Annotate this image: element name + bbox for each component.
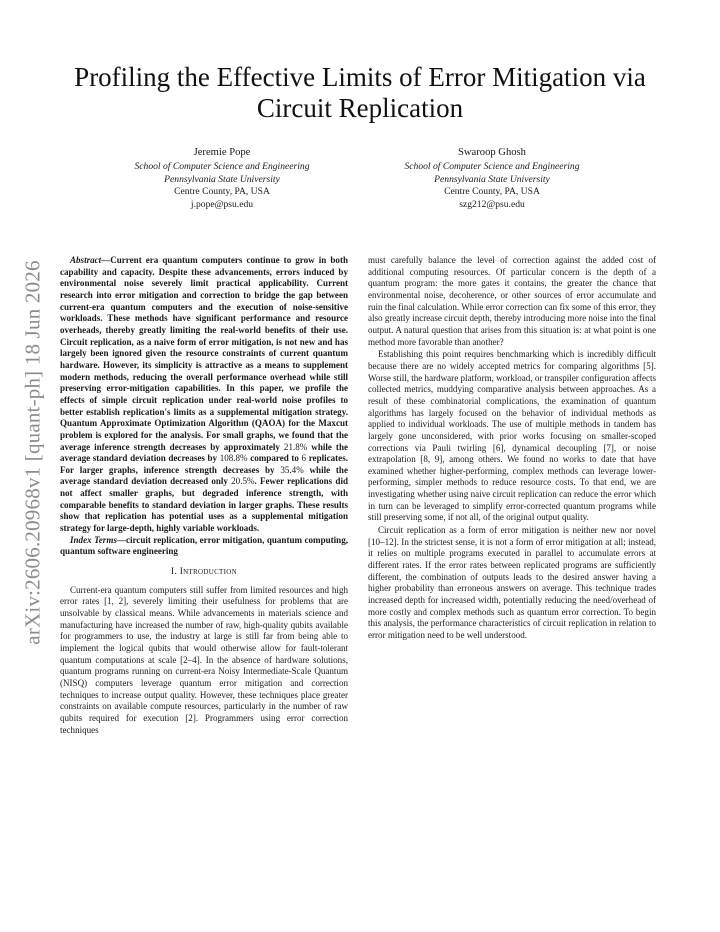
- body-paragraph: Establishing this point requires benchmarking which is incredibly difficult because there are no widely accepted metrics for comparing algorithms [5]. Worse still, the hardware platform, workload, or transpiler configuration affects collected metrics, muddying comparative analysis between approaches. As a result of these combinatorial complications, the examination of quantum algorithms has largely focused on the behavior of individual methods as applied to individual workloads. The use of multiple methods in tandem has largely gone unconsidered, with prior works focusing on smaller-scoped corrections via Pauli twirling [6], dynamical decoupling [7], or noise extrapolation [8, 9], among others. We found no works to date that have examined whether higher-performing, complex methods can leverage lower-performing, simpler methods to reduce resource costs. To that end, we are investigating whether using naive circuit replication can reduce the error which in turn can be leveraged to simplify error-corrected quantum programs while still preserving some, if not all, of the original output quality.: [368, 349, 657, 523]
- abstract-text: compared to: [247, 453, 302, 464]
- author-location: Centre County, PA, USA: [174, 186, 270, 197]
- section-title: Introduction: [179, 567, 237, 578]
- abstract-value: 108.8%: [219, 453, 248, 464]
- author-block-1: [92, 146, 352, 211]
- author-name: Swaroop Ghosh: [458, 147, 526, 158]
- abstract-value: 35.4%: [280, 464, 304, 475]
- author-university: Pennsylvania State University: [434, 173, 550, 185]
- author-email: szg212@psu.edu: [459, 198, 525, 210]
- author-affiliation: School of Computer Science and Engineering: [134, 161, 310, 172]
- abstract-text: . Fewer replications did not affect smaller graphs, but degraded inference strength, with comparable benefits to standard deviation in larger graphs. These results show that replication has potential uses as a supplemental mitigation strategy for large-depth, highly variable workloads.: [60, 476, 348, 534]
- author-email: j.pope@psu.edu: [190, 198, 254, 210]
- section-heading: [60, 567, 348, 579]
- paper-title: Profiling the Effective Limits of Error Mitigation via Circuit Replication: [74, 62, 646, 123]
- arxiv-identifier-stamp: [18, 248, 48, 656]
- left-column: [60, 255, 348, 736]
- abstract-text: replicates. For larger graphs, inference strength decreases by: [60, 453, 348, 475]
- author-block-2: [362, 146, 622, 211]
- abstract-text: while the average standard deviation decreased only: [60, 464, 348, 487]
- arxiv-identifier-text: arXiv:2606.20968v1 [quant-ph] 18 Jun 2026: [20, 259, 45, 645]
- body-paragraph: Circuit replication as a form of error mitigation is neither new nor novel [10–12]. In the strictest sense, it is not a form of error mitigation at all; instead, it relies on multiple programs executed in parallel to accumulate errors at different rates. If the error rates between replicated programs are sufficiently different, the combination of outputs leads to the desired answer having a higher probability than erroneous answers on average. This technique trades increased depth for increased width, potentially reducing the need/overhead of more costly and complex methods such as quantum error correction. To begin this analysis, the performance characteristics of circuit replication in relation to error mitigation need to be well understood.: [368, 525, 656, 640]
- index-terms-text: —circuit replication, error mitigation, quantum computing, quantum software engineering: [60, 534, 348, 557]
- right-column: [368, 255, 656, 642]
- body-paragraph: Current-era quantum computers still suffer from limited resources and high error rates [1, 2], severely limiting their usefulness for problems that are unsolvable by classical means. While advancements in materials science and manufacturing have increased the number of raw, high-quality qubits available for programmers to use, the industry at large is still far from being able to implement the logical qubits that would otherwise allow for fault-tolerant quantum computations at scale [2–4]. In the absence of hardware solutions, quantum programs running on current-era Noisy Intermediate-Scale Quantum (NISQ) computers leverage quantum error mitigation and correction techniques to increase output quality. However, these techniques place greater constraints on available compute resources, particularly in the number of raw qubits required for execution [2]. Programmers using error correction techniques: [60, 584, 348, 735]
- abstract-text: while the average standard deviation decreases by: [60, 441, 348, 464]
- abstract-text: —Current era quantum computers continue to grow in both capability and capacity. Despite these advancements, errors induced by environmental noise severely limit practical applicability. Current research into error mitigation and correction to bridge the gap between current-era quantum computers and the execution of noise-sensitive workloads. These methods have significant performance and resource overheads, thereby greatly limiting the real-world benefits of their use. Circuit replication, as a naive form of error mitigation, is not new and has largely been ignored given the resource constraints of current quantum hardware. However, its simplicity is attractive as a means to supplement modern methods, reducing the overall performance overhead while still preserving error-mitigation capabilities. In this paper, we profile the effects of simple circuit replication under real-world noise profiles to better establish replication's limits as a supplemental mitigation strategy. Quantum Approximate Optimization Algorithm (QAOA) for the Maxcut problem is explored for the analysis. For small graphs, we found that the average inference strength decreases by approximately: [60, 255, 348, 452]
- abstract-value: 20.5%: [231, 476, 255, 487]
- body-paragraph: must carefully balance the level of correction against the added cost of additional computing resources. Of particular concern is the depth of a quantum program: the more gates it contains, the greater the chance that environmental noise, decoherence, or other sources of error accumulate and ruin the final calculation. While error correction can fix some of this error, they also greatly increase circuit depth, thereby introducing more noise into the final output. A natural question that arises from this situation is: at what point is one method more favorable than another?: [368, 255, 656, 347]
- index-terms: [60, 535, 348, 558]
- abstract-lead: Abstract: [70, 255, 102, 265]
- section-number: I.: [171, 567, 178, 578]
- abstract-value: 6: [301, 453, 307, 464]
- abstract-value: 21.8%: [283, 441, 308, 452]
- author-name: Jeremie Pope: [193, 147, 251, 158]
- author-affiliation: School of Computer Science and Engineering: [404, 161, 580, 172]
- abstract: [60, 255, 348, 535]
- author-university: Pennsylvania State University: [164, 173, 280, 185]
- index-terms-lead: Index Terms: [70, 534, 117, 545]
- author-location: Centre County, PA, USA: [444, 186, 540, 197]
